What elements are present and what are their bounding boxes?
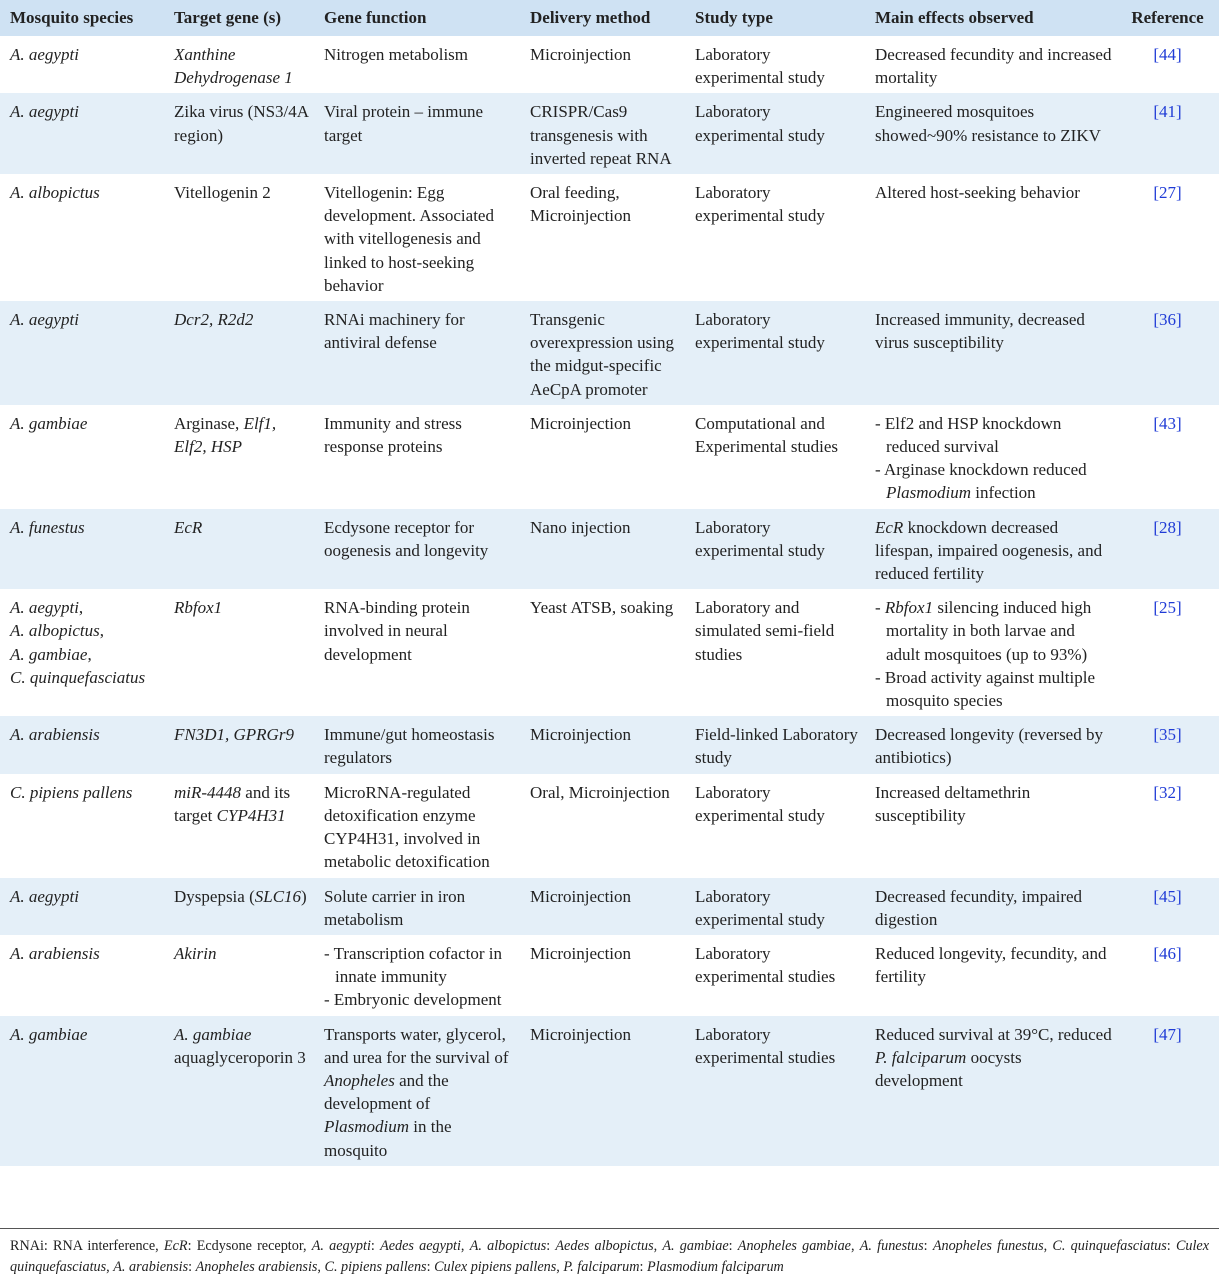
- effect-text: Reduced survival at 39°C, reduced: [875, 1024, 1112, 1044]
- cell-gene: [164, 405, 314, 509]
- function-text: Transports water, glycerol, and urea for the survival of: [324, 1024, 509, 1067]
- cell-study: Laboratory experimental study: [695, 782, 825, 825]
- function-text: and the development of: [324, 1070, 449, 1114]
- cell-function: Ecdysone receptor for oogenesis and longevity: [324, 517, 489, 560]
- footnote-term-italic: EcR: [163, 1238, 188, 1254]
- cell-species: A. gambiae: [10, 413, 88, 433]
- effect-text-italic: Rbfox1: [884, 598, 934, 618]
- reference-link[interactable]: [35]: [1153, 725, 1182, 745]
- reference-link[interactable]: [47]: [1153, 1024, 1182, 1044]
- cell-gene: FN3D1, GPRGr9: [174, 725, 294, 745]
- table-row: [0, 301, 1219, 405]
- cell-delivery: CRISPR/Cas9 transgenesis with inverted repeat RNA: [530, 102, 672, 168]
- cell-species: A. aegypti: [10, 886, 79, 906]
- footnote-text: ,: [460, 1238, 470, 1254]
- table-row: [0, 93, 1219, 174]
- effect-text: knockdown decreased lifespan, impaired oogenesis, and reduced fertility: [875, 517, 1103, 584]
- cell-gene: EcR: [174, 517, 203, 537]
- footnote-term-italic: Aedes aegypti: [380, 1238, 461, 1254]
- cell-function: MicroRNA-regulated detoxification enzyme CYP4H31, involved in metabolic detoxification: [324, 782, 490, 872]
- cell-function: [314, 935, 520, 1016]
- cell-function: RNAi machinery for antiviral defense: [324, 310, 465, 353]
- table-row: [0, 1016, 1219, 1166]
- cell-function: Vitellogenin: Egg development. Associated with vitellogenesis and linked to host-seeking behavior: [324, 183, 494, 295]
- cell-gene: Vitellogenin 2: [174, 183, 271, 203]
- cell-species: A. aegypti: [10, 45, 79, 64]
- cell-function: Immunity and stress response proteins: [324, 413, 462, 457]
- species-name: C. quinquefasciatus: [10, 667, 146, 687]
- footnote-text: :: [639, 1259, 648, 1275]
- cell-effects: Increased deltamethrin susceptibility: [875, 782, 1031, 825]
- cell-reference: [1116, 589, 1219, 716]
- cell-effects: [865, 1016, 1116, 1166]
- cell-delivery: Oral, Microinjection: [530, 782, 670, 802]
- cell-function: Nitrogen metabolism: [324, 45, 469, 64]
- footnote-term-italic: A. funestus: [859, 1238, 924, 1254]
- cell-study: Laboratory experimental study: [695, 517, 825, 560]
- cell-gene: [164, 878, 314, 935]
- footnote-term-italic: Anopheles gambiae: [737, 1238, 851, 1254]
- table-row: [0, 878, 1219, 935]
- cell-delivery: Microinjection: [530, 1024, 632, 1044]
- species-name: A. gambiae: [10, 644, 88, 664]
- header-study-type: Study type: [695, 8, 773, 27]
- cell-delivery: Microinjection: [530, 413, 632, 433]
- footnote-text: :: [188, 1259, 196, 1275]
- list-item: - Transcription cofactor in innate immunity: [324, 943, 502, 987]
- footnote-term-italic: C. quinquefasciatus: [1052, 1238, 1167, 1254]
- cell-species: A. aegypti, A. albopictus, A. gambiae, C. quinquefasciatus: [10, 598, 146, 687]
- cell-delivery: Microinjection: [530, 886, 632, 906]
- table-header-row: [0, 0, 1219, 36]
- gene-text-italic: SLC16: [254, 886, 302, 906]
- reference-link[interactable]: [44]: [1153, 45, 1182, 64]
- cell-delivery: Yeast ATSB, soaking: [530, 598, 674, 618]
- footnote-term-italic: Anopheles arabiensis: [195, 1259, 318, 1275]
- table-footnote: [0, 1228, 1219, 1278]
- cell-function: RNA-binding protein involved in neural development: [324, 598, 470, 664]
- cell-study: Laboratory experimental study: [695, 310, 825, 353]
- effects-list: [875, 596, 1112, 712]
- list-item: - Rbfox1 silencing induced high mortality in both larvae and adult mosquitoes (up to 93%): [875, 598, 1092, 664]
- gene-text-italic: Elf1, Elf2, HSP: [174, 413, 277, 457]
- reference-link[interactable]: [45]: [1153, 886, 1182, 906]
- footnote-term-italic: Culex quinquefasciatus: [10, 1238, 1210, 1275]
- table-row: [0, 509, 1219, 590]
- footnote-term-italic: Aedes albopictus: [555, 1238, 654, 1254]
- cell-function: Immune/gut homeostasis regulators: [324, 725, 495, 768]
- cell-reference: [1116, 509, 1219, 590]
- effect-text-italic: P. falciparum: [875, 1047, 967, 1067]
- cell-reference: [1116, 1016, 1219, 1166]
- footnote-term-italic: P. falciparum: [563, 1259, 640, 1275]
- function-text: Embryonic development: [333, 990, 502, 1010]
- footnote-text: :: [546, 1238, 556, 1254]
- cell-effects: Decreased fecundity, impaired digestion: [875, 886, 1083, 929]
- reference-link[interactable]: [36]: [1153, 310, 1182, 330]
- cell-reference: [1116, 716, 1219, 773]
- cell-delivery: Transgenic overexpression using the midgut-specific AeCpA promoter: [530, 310, 675, 399]
- cell-effects: [865, 589, 1116, 716]
- cell-species: A. arabiensis: [10, 725, 100, 745]
- cell-function: Viral protein – immune target: [324, 102, 484, 145]
- footnote-text: :: [923, 1238, 933, 1254]
- reference-link[interactable]: [46]: [1153, 943, 1182, 963]
- cell-species: A. albopictus: [10, 183, 100, 203]
- footnote-text: : Ecdysone receptor,: [187, 1238, 312, 1254]
- cell-study: Laboratory experimental study: [695, 183, 825, 226]
- footnote-text: :: [728, 1238, 738, 1254]
- effect-text-italic: EcR: [875, 517, 904, 537]
- cell-effects: Altered host-seeking behavior: [875, 183, 1080, 203]
- header-mosquito-species: Mosquito species: [10, 8, 134, 27]
- cell-study: Laboratory and simulated semi-field studies: [695, 598, 835, 664]
- function-list: [324, 942, 516, 1012]
- footnote-text: ,: [1043, 1238, 1053, 1254]
- cell-gene: Dcr2, R2d2: [174, 310, 254, 330]
- table-row: [0, 589, 1219, 716]
- cell-gene: Zika virus (NS3/4A region): [174, 102, 309, 145]
- list-item: - Embryonic development: [324, 990, 502, 1010]
- footnote-term-italic: A. gambiae: [662, 1238, 729, 1254]
- reference-link[interactable]: [25]: [1153, 598, 1182, 618]
- list-item: - Elf2 and HSP knockdown reduced survival: [875, 413, 1062, 457]
- reference-link[interactable]: [27]: [1153, 183, 1182, 203]
- gene-text: Arginase,: [174, 413, 244, 433]
- footnote-term-italic: Anopheles funestus: [932, 1238, 1044, 1254]
- cell-study: Computational and Experimental studies: [695, 413, 839, 457]
- reference-link[interactable]: [43]: [1153, 413, 1182, 433]
- list-item: - Arginase knockdown reduced Plasmodium infection: [875, 460, 1087, 503]
- cell-reference: [1116, 174, 1219, 301]
- effect-text: Broad activity against multiple mosquito species: [884, 667, 1096, 711]
- gene-text: aquaglyceroporin 3: [174, 1047, 306, 1067]
- cell-species: C. pipiens pallens: [10, 782, 133, 802]
- footnote-term-italic: C. pipiens pallens: [324, 1259, 427, 1275]
- footnote-text: ,: [317, 1259, 325, 1275]
- species-name: A. albopictus: [10, 621, 100, 641]
- cell-reference: [1116, 935, 1219, 1016]
- function-text: Transcription cofactor in innate immunity: [333, 943, 502, 987]
- cell-species: A. aegypti: [10, 310, 79, 330]
- cell-delivery: Oral feeding, Microinjection: [530, 183, 632, 226]
- cell-effects: Decreased fecundity and increased mortality: [875, 45, 1112, 88]
- cell-study: Field-linked Laboratory study: [695, 725, 858, 768]
- effect-text: Arginase knockdown reduced: [883, 460, 1087, 480]
- cell-study: Laboratory experimental study: [695, 886, 825, 929]
- effect-text: infection: [971, 483, 1036, 503]
- cell-study: Laboratory experimental studies: [695, 943, 836, 987]
- cell-gene: Akirin: [174, 943, 217, 963]
- cell-species: A. funestus: [10, 517, 85, 537]
- gene-text: ): [301, 886, 307, 906]
- function-text: in the mosquito: [324, 1117, 452, 1160]
- cell-effects: Reduced longevity, fecundity, and fertility: [875, 943, 1107, 987]
- footnote-term-italic: A. albopictus: [469, 1238, 547, 1254]
- effect-text: Elf2 and HSP knockdown reduced survival: [884, 413, 1062, 457]
- table-row: [0, 405, 1219, 509]
- cell-study: Laboratory experimental study: [695, 45, 825, 88]
- footnote-text: :: [370, 1238, 381, 1254]
- footnote-term-italic: A. aegypti: [311, 1238, 371, 1254]
- footnote-text: ,: [556, 1259, 564, 1275]
- header-main-effects: Main effects observed: [875, 8, 1034, 27]
- table-row: [0, 935, 1219, 1016]
- effects-list: [875, 412, 1112, 505]
- table-row: [0, 174, 1219, 301]
- cell-function: Solute carrier in iron metabolism: [324, 886, 466, 929]
- cell-effects: [865, 509, 1116, 590]
- gene-text-italic: CYP4H31: [216, 805, 286, 825]
- footnote-term-italic: A. arabiensis: [113, 1259, 189, 1275]
- cell-function: [314, 1016, 520, 1166]
- footnote-term-italic: Plasmodium falciparum: [647, 1259, 784, 1275]
- cell-reference: [1116, 774, 1219, 878]
- footnote-text: ,: [850, 1238, 860, 1254]
- table-row: [0, 36, 1219, 93]
- footnote-text: RNAi: RNA interference,: [10, 1238, 164, 1254]
- table-row: [0, 716, 1219, 773]
- cell-study: Laboratory experimental study: [695, 102, 825, 145]
- cell-delivery: Microinjection: [530, 943, 632, 963]
- reference-link[interactable]: [41]: [1153, 102, 1182, 122]
- reference-link[interactable]: [32]: [1153, 782, 1182, 802]
- effect-text: oocysts development: [875, 1047, 1022, 1090]
- effect-text-italic: Plasmodium: [886, 483, 971, 503]
- cell-reference: [1116, 93, 1219, 174]
- header-gene-function: Gene function: [324, 8, 427, 27]
- cell-delivery: Microinjection: [530, 725, 632, 745]
- cell-species: A. aegypti: [10, 102, 79, 122]
- gene-text: and its target: [174, 782, 291, 825]
- header-target-gene: Target gene (s): [174, 8, 282, 27]
- footnote-text: ,: [106, 1259, 114, 1275]
- footnote-term-italic: Culex pipiens pallens: [434, 1259, 557, 1275]
- cell-delivery: Microinjection: [530, 45, 632, 64]
- species-name: A. aegypti: [10, 598, 79, 618]
- cell-gene: [164, 1016, 314, 1166]
- function-text-italic: Plasmodium: [324, 1117, 409, 1137]
- cell-delivery: Nano injection: [530, 517, 631, 537]
- list-item: - Broad activity against multiple mosquito species: [875, 667, 1096, 711]
- cell-effects: Increased immunity, decreased virus susceptibility: [875, 310, 1085, 353]
- cell-gene: Xanthine Dehydrogenase 1: [174, 45, 293, 88]
- cell-gene: [164, 774, 314, 878]
- cell-species: A. gambiae: [10, 1024, 88, 1044]
- cell-study: Laboratory experimental studies: [695, 1024, 836, 1067]
- footnote-text: :: [426, 1259, 435, 1275]
- effect-text: silencing induced high mortality in both larvae and adult mosquitoes (up to 93%): [886, 598, 1092, 664]
- cell-gene: Rbfox1: [174, 598, 223, 618]
- reference-link[interactable]: [28]: [1153, 517, 1182, 537]
- cell-reference: [1116, 36, 1219, 93]
- cell-reference: [1116, 301, 1219, 405]
- gene-text: Dyspepsia (: [174, 886, 255, 906]
- cell-effects: Engineered mosquitoes showed~90% resistance to ZIKV: [875, 102, 1101, 145]
- cell-effects: Decreased longevity (reversed by antibiotics): [875, 725, 1103, 768]
- gene-text-italic: A. gambiae: [174, 1024, 252, 1044]
- cell-reference: [1116, 405, 1219, 509]
- header-delivery-method: Delivery method: [530, 8, 651, 27]
- footnote-text: ,: [653, 1238, 663, 1254]
- cell-species: A. arabiensis: [10, 943, 100, 963]
- cell-reference: [1116, 878, 1219, 935]
- header-reference: Reference: [1131, 8, 1204, 27]
- table-row: [0, 774, 1219, 878]
- function-text-italic: Anopheles: [324, 1070, 395, 1090]
- footnote-text: :: [1166, 1238, 1176, 1254]
- cell-effects: [865, 405, 1116, 509]
- gene-text-italic: miR-4448: [174, 782, 242, 802]
